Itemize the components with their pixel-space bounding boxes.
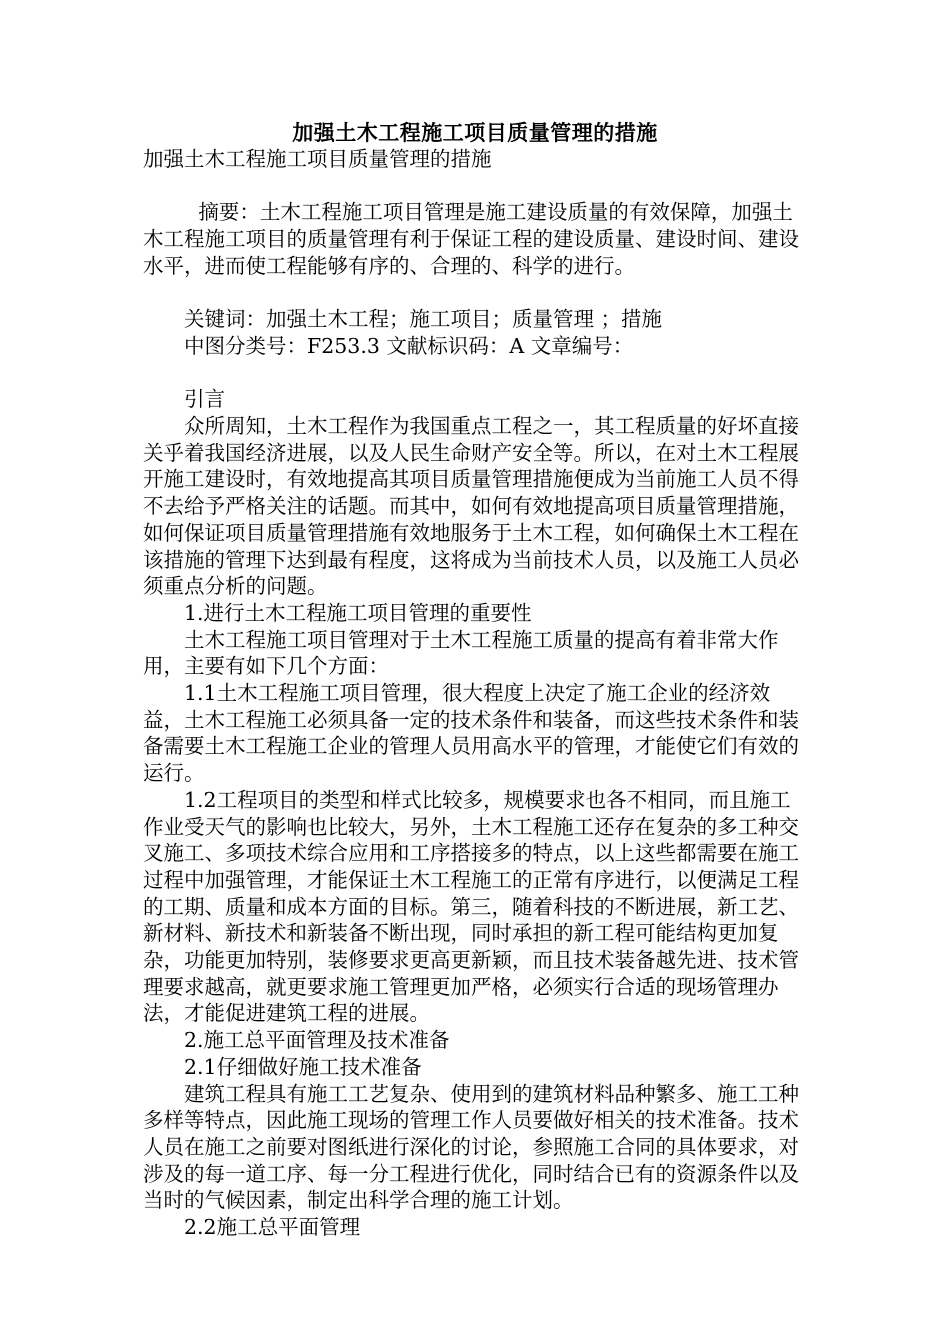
section-2-1-paragraph: 建筑工程具有施工工艺复杂、使用到的建筑材料品种繁多、施工工种多样等特点，因此施工现场的管理工作人员要做好相关的技术准备。技术人员在施工之前要对图纸进行深化的讨论，参照施工合同的具体要求，对涉及的每一道工序、每一分工程进行优化，同时结合已有的资源条件以及当时的气候因素，制定出科学合理的施工计划。 bbox=[143, 1081, 799, 1213]
keywords-line: 关键词：加强土木工程；施工项目；质量管理 ；措施 bbox=[184, 307, 663, 332]
abstract-paragraph: 摘要：土木工程施工项目管理是施工建设质量的有效保障，加强土木工程施工项目的质量管理有利于保证工程的建设质量、建设时间、建设水平，进而使工程能够有序的、合理的、科学的进行。 bbox=[143, 200, 799, 278]
classification-line: 中图分类号：F253.3 文献标识码：A 文章编号： bbox=[184, 333, 634, 358]
blank-line bbox=[143, 280, 803, 307]
section-2-1-heading: 2.1仔细做好施工技术准备 bbox=[184, 1054, 422, 1079]
section-1-paragraph: 土木工程施工项目管理对于土木工程施工质量的提高有着非常大作用，主要有如下几个方面： bbox=[143, 627, 779, 679]
section-2-2-heading: 2.2施工总平面管理 bbox=[184, 1215, 361, 1240]
document-body bbox=[143, 146, 803, 1241]
section-1-heading: 1.进行土木工程施工项目管理的重要性 bbox=[184, 600, 532, 625]
document-title: 加强土木工程施工项目质量管理的措施 bbox=[292, 120, 658, 145]
section-2-heading: 2.施工总平面管理及技术准备 bbox=[184, 1028, 450, 1053]
intro-paragraph: 众所周知，土木工程作为我国重点工程之一，其工程质量的好坏直接关乎着我国经济进展，以及人民生命财产安全等。所以，在对土木工程展开施工建设时，有效地提高其项目质量管理措施便成为当前施工人员不得不去给予严格关注的话题。而其中，如何有效地提高项目质量管理措施，如何保证项目质量管理措施有效地服务于土木工程，如何确保土木工程在该措施的管理下达到最有程度，这将成为当前技术人员，以及施工人员必须重点分析的问题。 bbox=[143, 413, 799, 599]
blank-line bbox=[143, 173, 803, 200]
section-1-1-paragraph: 1.1土木工程施工项目管理，很大程度上决定了施工企业的经济效益，土木工程施工必须具备一定的技术条件和装备，而这些技术条件和装备需要土木工程施工企业的管理人员用高水平的管理，才能使它们有效的运行。 bbox=[143, 681, 799, 786]
blank-line bbox=[143, 360, 803, 387]
section-1-2-paragraph: 1.2工程项目的类型和样式比较多，规模要求也各不相同，而且施工作业受天气的影响也比较大，另外，土木工程施工还存在复杂的多工种交叉施工、多项技术综合应用和工序搭接多的特点，以上这些都需要在施工过程中加强管理，才能保证土木工程施工的正常有序进行，以便满足工程的工期、质量和成本方面的目标。第三，随着科技的不断进展，新工艺、新材料、新技术和新装备不断出现，同时承担的新工程可能结构更加复杂，功能更加特别，装修要求更高更新颖，而且技术装备越先进、技术管理要求越高，就更要求施工管理更加严格，必须实行合适的现场管理办法，才能促进建筑工程的进展。 bbox=[143, 787, 799, 1026]
document-subtitle: 加强土木工程施工项目质量管理的措施 bbox=[143, 147, 492, 171]
intro-heading: 引言 bbox=[184, 387, 225, 412]
